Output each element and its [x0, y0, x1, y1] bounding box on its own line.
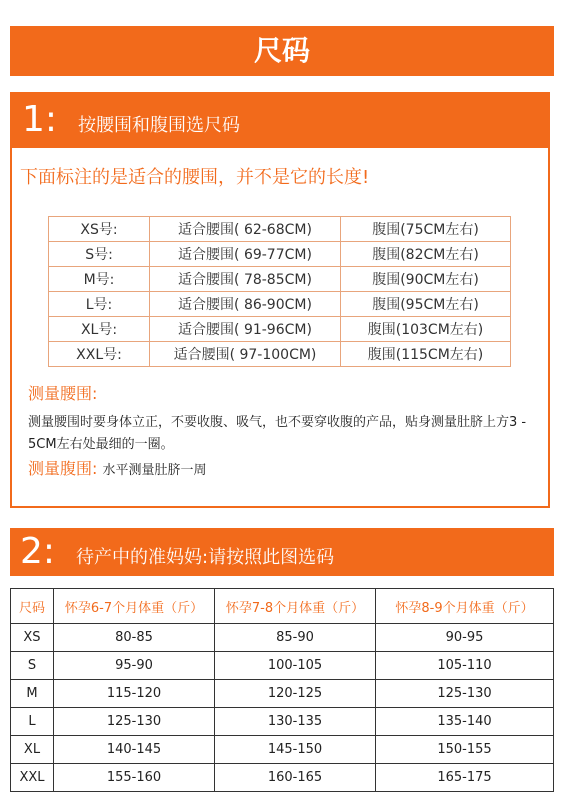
table-header-row [11, 589, 554, 624]
section1-number: 1: [22, 99, 58, 140]
belly-size: 腹围(115CM左右) [341, 342, 511, 367]
waist-range: 适合腰围( 62-68CM) [150, 217, 341, 242]
size-cell: XL [11, 736, 54, 764]
table-row [49, 267, 511, 292]
weight-6-7: 95-90 [54, 652, 215, 680]
belly-size: 腹围(103CM左右) [341, 317, 511, 342]
size-label: S号: [49, 242, 150, 267]
waist-range: 适合腰围( 78-85CM) [150, 267, 341, 292]
table-row [11, 736, 554, 764]
size-label: XXL号: [49, 342, 150, 367]
waist-size-table [48, 216, 511, 367]
table-row [49, 342, 511, 367]
header-month-7-8: 怀孕7-8个月体重（斤） [215, 589, 376, 624]
waist-range: 适合腰围( 91-96CM) [150, 317, 341, 342]
size-notice: 下面标注的是适合的腰围，并不是它的长度! [20, 167, 370, 188]
weight-6-7: 80-85 [54, 624, 215, 652]
section2-header [10, 528, 554, 576]
weight-7-8: 100-105 [215, 652, 376, 680]
size-label: L号: [49, 292, 150, 317]
pregnancy-size-section [10, 528, 554, 798]
table-row [11, 680, 554, 708]
weight-7-8: 145-150 [215, 736, 376, 764]
table-row [49, 217, 511, 242]
weight-8-9: 165-175 [376, 764, 554, 792]
waist-range: 适合腰围( 69-77CM) [150, 242, 341, 267]
size-label: XS号: [49, 217, 150, 242]
table-row [49, 242, 511, 267]
measure-belly-line [28, 458, 207, 482]
table-row [11, 708, 554, 736]
size-label: XL号: [49, 317, 150, 342]
page-title: 尺码 [253, 34, 310, 67]
size-cell: XXL [11, 764, 54, 792]
belly-size: 腹围(82CM左右) [341, 242, 511, 267]
measure-belly-title: 测量腹围: [28, 459, 98, 478]
waist-range: 适合腰围( 86-90CM) [150, 292, 341, 317]
table-row [11, 652, 554, 680]
weight-7-8: 160-165 [215, 764, 376, 792]
weight-8-9: 125-130 [376, 680, 554, 708]
weight-8-9: 150-155 [376, 736, 554, 764]
measure-belly-text: 水平测量肚脐一周 [102, 463, 207, 478]
weight-8-9: 105-110 [376, 652, 554, 680]
weight-7-8: 130-135 [215, 708, 376, 736]
table-row [49, 292, 511, 317]
section1-title: 按腰围和腹围选尺码 [78, 115, 240, 136]
page-title-banner [10, 26, 554, 76]
table-row [11, 764, 554, 792]
waist-range: 适合腰围( 97-100CM) [150, 342, 341, 367]
size-cell: L [11, 708, 54, 736]
weight-6-7: 140-145 [54, 736, 215, 764]
section2-title: 待产中的准妈妈:请按照此图选码 [76, 547, 335, 568]
weight-7-8: 85-90 [215, 624, 376, 652]
size-cell: XS [11, 624, 54, 652]
weight-6-7: 155-160 [54, 764, 215, 792]
header-month-6-7: 怀孕6-7个月体重（斤） [54, 589, 215, 624]
header-month-8-9: 怀孕8-9个月体重（斤） [376, 589, 554, 624]
measure-waist-title: 测量腰围: [28, 384, 98, 403]
weight-7-8: 120-125 [215, 680, 376, 708]
weight-6-7: 125-130 [54, 708, 215, 736]
size-cell: S [11, 652, 54, 680]
belly-size: 腹围(95CM左右) [341, 292, 511, 317]
table-row [49, 317, 511, 342]
section2-number: 2: [20, 531, 56, 572]
weight-8-9: 135-140 [376, 708, 554, 736]
measure-waist-text: 测量腰围时要身体立正，不要收腹、吸气，也不要穿收腹的产品，贴身测量肚脐上方3 - 5CM左右处最细的一圈。 [28, 415, 527, 452]
weight-8-9: 90-95 [376, 624, 554, 652]
belly-size: 腹围(75CM左右) [341, 217, 511, 242]
belly-size: 腹围(90CM左右) [341, 267, 511, 292]
pregnancy-weight-table [10, 588, 554, 792]
header-size: 尺码 [11, 589, 54, 624]
size-label: M号: [49, 267, 150, 292]
section1-header [12, 94, 548, 148]
waist-size-section [10, 92, 550, 508]
weight-6-7: 115-120 [54, 680, 215, 708]
table-row [11, 624, 554, 652]
size-cell: M [11, 680, 54, 708]
